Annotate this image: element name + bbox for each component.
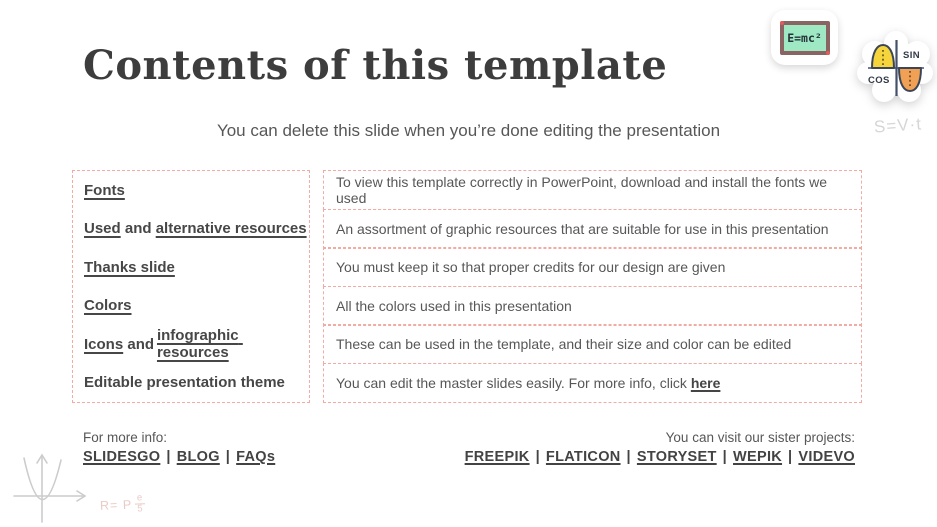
table-row-label-resources [73, 210, 309, 249]
link-infographic-resources[interactable]: infographic resources [156, 327, 243, 362]
subtitle: You can delete this slide when you’re done editing the presentation [216, 121, 721, 140]
descriptions-column [323, 170, 862, 403]
link-storyset[interactable]: STORYSET [636, 449, 717, 465]
footer-left-heading: For more info: [83, 430, 168, 445]
table-row-label-colors [73, 287, 309, 326]
footer-right-heading: You can visit our sister projects: [665, 430, 855, 445]
link-blog[interactable]: BLOG [176, 449, 220, 465]
table-row-description [323, 324, 862, 364]
formula-svt: S=V·t [873, 114, 923, 137]
separator: | [722, 449, 728, 465]
formula-r [100, 493, 146, 516]
link-videvo[interactable]: VIDEVO [798, 449, 855, 465]
equation-board-icon [771, 10, 838, 65]
separator: | [225, 449, 231, 465]
link-here[interactable]: here [690, 374, 721, 391]
formula-fraction [135, 493, 146, 515]
link-colors[interactable]: Colors [84, 297, 132, 315]
link-faqs[interactable]: FAQs [236, 449, 276, 465]
table-row-label-icons [73, 325, 309, 364]
table-row-description [323, 170, 862, 210]
description-text: These can be used in the template, and their size and color can be edited [336, 336, 792, 353]
description-text: An assortment of graphic resources that are suitable for use in this presentation [336, 220, 829, 237]
table-row-label-theme [73, 364, 309, 403]
table-row-description [323, 363, 862, 403]
link-icons[interactable]: Icons [84, 335, 124, 353]
link-wepik[interactable]: WEPIK [733, 449, 783, 465]
label-joiner: and [120, 220, 156, 238]
footer-more-info [83, 430, 275, 465]
cos-label: COS [868, 75, 890, 86]
link-used[interactable]: Used [84, 220, 121, 238]
description-text: All the colors used in this presentation [336, 297, 572, 314]
formula-denominator: 5 [137, 503, 144, 515]
page-title: Contents of this template [83, 42, 668, 89]
description-text: You can edit the master slides easily. For more info, click [336, 374, 691, 391]
separator: | [626, 449, 631, 465]
separator: | [535, 449, 540, 465]
screw-dot-icon [780, 21, 784, 25]
sin-label: SIN [903, 50, 921, 61]
separator: | [166, 449, 171, 465]
label-joiner: and [123, 335, 159, 353]
link-thanks-slide[interactable]: Thanks slide [84, 258, 175, 276]
link-slidesgo[interactable]: SLIDESGO [83, 449, 161, 465]
description-text: To view this template correctly in PowerPoint, download and install the fonts we used [336, 174, 831, 207]
table-row-label-fonts [73, 171, 309, 210]
footer-left-links [83, 449, 275, 465]
link-freepik[interactable]: FREEPIK [464, 449, 530, 465]
description-text: You must keep it so that proper credits for our design are given [336, 259, 726, 276]
contents-table [72, 170, 862, 403]
table-row-description [323, 286, 862, 326]
formula-lhs: R= P [99, 497, 133, 513]
footer-right-links [465, 449, 855, 465]
separator: | [788, 449, 793, 465]
link-alternative-resources[interactable]: alternative resources [155, 220, 307, 238]
chalkboard [780, 21, 830, 55]
sin-cos-icon [855, 30, 937, 106]
label-editable-theme: Editable presentation theme [84, 374, 285, 392]
footer-sister-projects [465, 430, 855, 465]
link-flaticon[interactable]: FLATICON [545, 449, 621, 465]
labels-column [72, 170, 310, 403]
parabola-sketch-icon [4, 436, 96, 527]
link-fonts[interactable]: Fonts [84, 181, 125, 199]
board-label: E=mc² [787, 30, 822, 45]
formula-numerator: e [135, 493, 146, 505]
table-row-label-thanks [73, 248, 309, 287]
screw-dot-icon [826, 51, 830, 55]
table-row-description [323, 247, 862, 287]
table-row-description [323, 209, 862, 249]
